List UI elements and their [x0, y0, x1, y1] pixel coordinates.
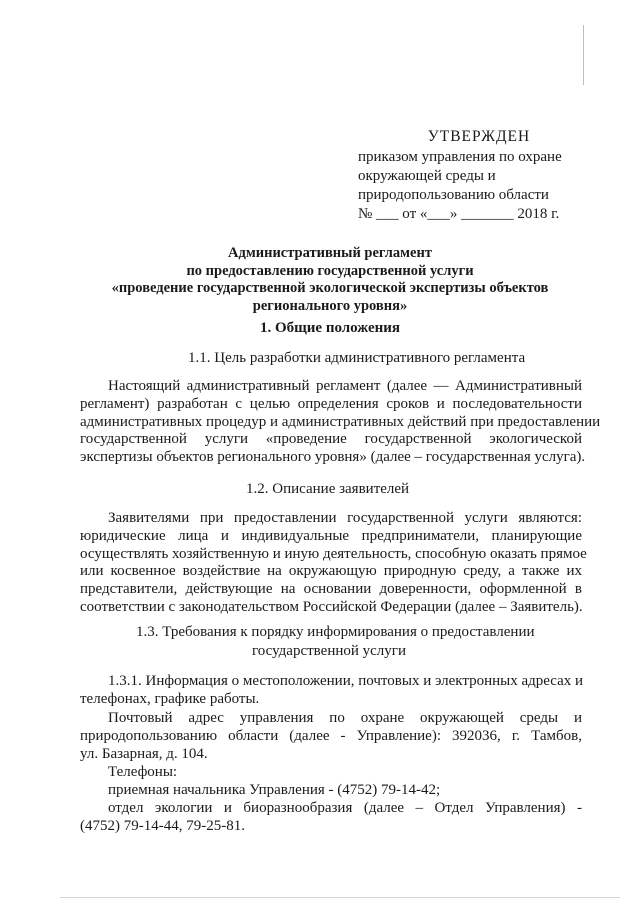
- subsection-heading-1-1: 1.1. Цель разработки административного регламента: [188, 350, 526, 366]
- paragraph-location-info: [80, 673, 582, 709]
- paragraph-purpose: [80, 378, 601, 467]
- paragraph-line: представители, действующие на основании доверенности, оформленной в: [80, 581, 582, 598]
- phones-label: Телефоны:: [108, 764, 178, 780]
- subsection-heading-1-3: 1.3. Требования к порядку информирования о предоставлении: [136, 624, 535, 640]
- scan-artifact-line: [583, 25, 584, 85]
- approval-line-3: природопользованию области: [358, 187, 549, 203]
- subsection-heading-1-2: 1.2. Описание заявителей: [246, 481, 410, 497]
- section-heading-general: 1. Общие положения: [259, 320, 401, 336]
- paragraph-line: (4752) 79-14-44, 79-25-81.: [80, 817, 245, 834]
- paragraph-line: ул. Базарная, д. 104.: [80, 745, 208, 762]
- title-line-2: по предоставлению государственной услуги: [186, 262, 474, 279]
- paragraph-line: государственной услуги «проведение государственной экологической: [80, 431, 582, 448]
- paragraph-line: телефонах, графике работы.: [80, 690, 260, 707]
- approval-line-4: № ___ от «___» _______ 2018 г.: [358, 206, 560, 222]
- paragraph-line: отдел экологии и биоразнообразия (далее – Отдел Управления) -: [108, 800, 582, 816]
- paragraph-line: экспертизы объектов регионального уровня» (далее – государственная услуга).: [80, 449, 586, 466]
- paragraph-line: или косвенное воздействие на окружающую природную среду, а также их: [80, 563, 582, 580]
- paragraph-line: административных процедур и административных действий при предоставлении: [80, 413, 601, 430]
- paragraph-line: Заявителями при предоставлении государственной услуги являются:: [108, 510, 582, 526]
- paragraph-line: Почтовый адрес управления по охране окружающей среды и: [108, 710, 582, 726]
- approval-heading: УТВЕРЖДЕН: [427, 128, 531, 145]
- paragraph-line: 1.3.1. Информация о местоположении, почтовых и электронных адресах и: [108, 673, 584, 689]
- paragraph-line: осуществлять хозяйственную и иную деятельность, способную оказать прямое: [80, 545, 587, 562]
- scan-artifact-bottom: [60, 897, 620, 898]
- paragraph-line: природопользованию области (далее - Управление): 392036, г. Тамбов,: [80, 727, 582, 744]
- paragraph-phone-ecology: [80, 800, 582, 836]
- paragraph-line: соответствии с законодательством Российской Федерации (далее – Заявитель).: [80, 598, 583, 615]
- subsection-heading-1-3-cont: государственной услуги: [252, 643, 406, 659]
- paragraph-line: Настоящий административный регламент (далее — Административный: [108, 378, 582, 394]
- approval-block: [358, 127, 588, 224]
- approval-line-1: приказом управления по охране: [358, 149, 562, 165]
- paragraph-line: регламент) разработан с целью определения сроков и последовательности: [80, 395, 582, 412]
- document-title: [80, 245, 580, 315]
- title-line-1: Административный регламент: [228, 245, 432, 261]
- paragraph-applicants: [80, 510, 587, 617]
- paragraph-postal-address: [80, 710, 582, 763]
- paragraph-line: юридические лица и индивидуальные предприниматели, планирующие: [80, 527, 582, 544]
- title-line-4: регионального уровня»: [252, 297, 408, 314]
- approval-line-2: окружающей среды и: [358, 168, 496, 184]
- phone-reception: приемная начальника Управления - (4752) 79-14-42;: [108, 782, 441, 798]
- title-line-3: «проведение государственной экологической экспертизы объектов: [111, 280, 549, 296]
